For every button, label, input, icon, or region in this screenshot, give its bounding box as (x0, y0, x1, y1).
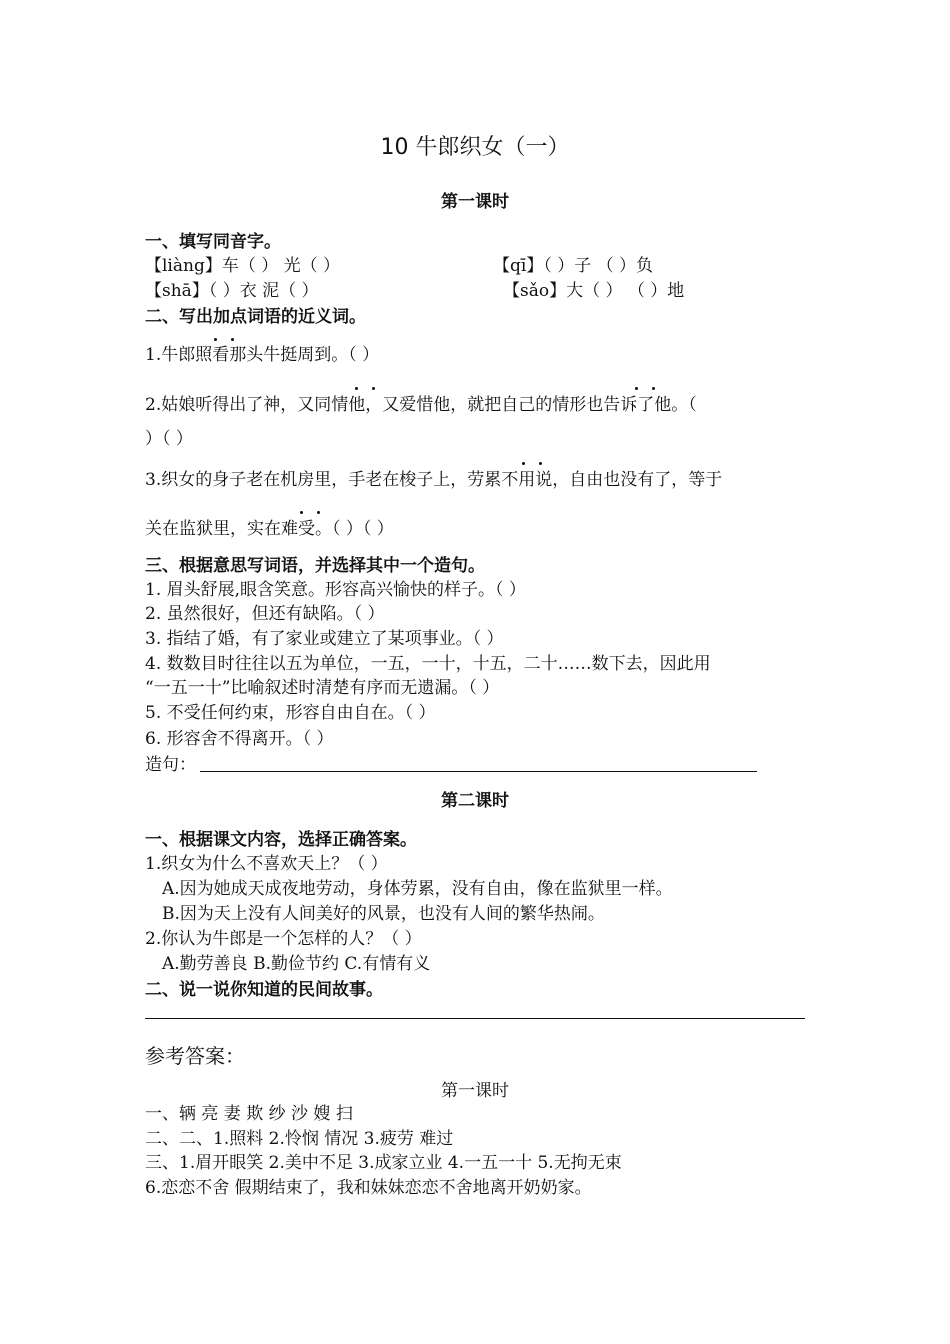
choice-q2: 2.你认为牛郎是一个怎样的人？（ ） (145, 929, 422, 949)
synonym-q3-line1: 3.织女的身子老在机房里，手老在梭子上，劳累不用说，自由也没有了，等于 (145, 470, 723, 490)
answer-line: 二、二、1.照料 2.怜悯 情况 3.疲劳 难过 (145, 1129, 454, 1149)
synonym-q3-line2: 关在监狱里，实在难受。（ ）（ ） (145, 519, 394, 539)
emphasis-dot (214, 338, 217, 341)
emphasis-dot (652, 387, 655, 390)
page-title: 10 牛郎织女（一） (380, 135, 570, 160)
answer-line: 6.恋恋不舍 假期结束了，我和妹妹恋恋不舍地离开奶奶家。 (145, 1178, 592, 1198)
emphasis-dot (317, 511, 320, 514)
choice-q2-options: A.勤劳善良 B.勤俭节约 C.有情有义 (162, 954, 431, 974)
word-item: 2. 虽然很好，但还有缺陷。（ ） (145, 604, 385, 624)
choice-q1: 1.织女为什么不喜欢天上？（ ） (145, 854, 388, 874)
word-item: “一五一十”比喻叙述时清楚有序而无遗漏。（ ） (145, 678, 500, 698)
word-item: 5. 不受任何约束，形容自由自在。（ ） (145, 703, 436, 723)
homophone-row1-right: 【qī】（ ）子 （ ）负 (493, 256, 654, 276)
synonym-q2-line1: 2.姑娘听得出了神，又同情他，又爱惜他，就把自己的情形也告诉了他。（ (145, 395, 697, 415)
emphasis-dot (522, 462, 525, 465)
answers-subtitle: 第一课时 (441, 1081, 509, 1101)
synonym-q1: 1.牛郎照看那头牛挺周到。（ ） (145, 345, 380, 365)
section-divider (145, 1018, 805, 1019)
word-item: 6. 形容舍不得离开。（ ） (145, 729, 334, 749)
emphasis-dot (231, 338, 234, 341)
lesson2-part2-title: 二、说一说你知道的民间故事。 (145, 980, 383, 1000)
choice-q1-option-b: B.因为天上没有人间美好的风景，也没有人间的繁华热闹。 (162, 904, 605, 924)
homophone-row2-right: 【sǎo】大（ ） （ ）地 (503, 281, 685, 301)
sentence-label: 造句： (145, 755, 196, 775)
emphasis-dot (539, 462, 542, 465)
synonym-q2-line2: ）（ ） (145, 429, 193, 449)
word-item: 4. 数数目时往往以五为单位，一五，一十，十五，二十……数下去，因此用 (145, 654, 711, 674)
lesson2-part1-title: 一、根据课文内容，选择正确答案。 (145, 830, 417, 850)
lesson1-part1-title: 一、填写同音字。 (145, 232, 281, 252)
homophone-row2-left: 【shā】（ ）衣 泥（ ） (145, 281, 319, 301)
emphasis-dot (635, 387, 638, 390)
answer-line: 三、1.眉开眼笑 2.美中不足 3.成家立业 4.一五一十 5.无拘无束 (145, 1153, 622, 1173)
lesson1-part2-title: 二、写出加点词语的近义词。 (145, 307, 366, 327)
homophone-row1-left: 【liàng】车（ ） 光（ ） (145, 256, 341, 276)
lesson1-part3-title: 三、根据意思写词语，并选择其中一个造句。 (145, 556, 485, 576)
emphasis-dot (372, 387, 375, 390)
word-item: 3. 指结了婚，有了家业或建立了某项事业。（ ） (145, 629, 504, 649)
lesson1-heading: 第一课时 (441, 192, 509, 212)
answers-title: 参考答案： (145, 1044, 245, 1068)
emphasis-dot (355, 387, 358, 390)
emphasis-dot (300, 511, 303, 514)
lesson2-heading: 第二课时 (441, 791, 509, 811)
choice-q1-option-a: A.因为她成天成夜地劳动，身体劳累，没有自由，像在监狱里一样。 (162, 879, 673, 899)
answer-line: 一、辆 亮 妻 欺 纱 沙 嫂 扫 (145, 1104, 353, 1124)
sentence-answer-line[interactable] (200, 771, 757, 772)
word-item: 1. 眉头舒展,眼含笑意。形容高兴愉快的样子。（ ） (145, 580, 526, 600)
